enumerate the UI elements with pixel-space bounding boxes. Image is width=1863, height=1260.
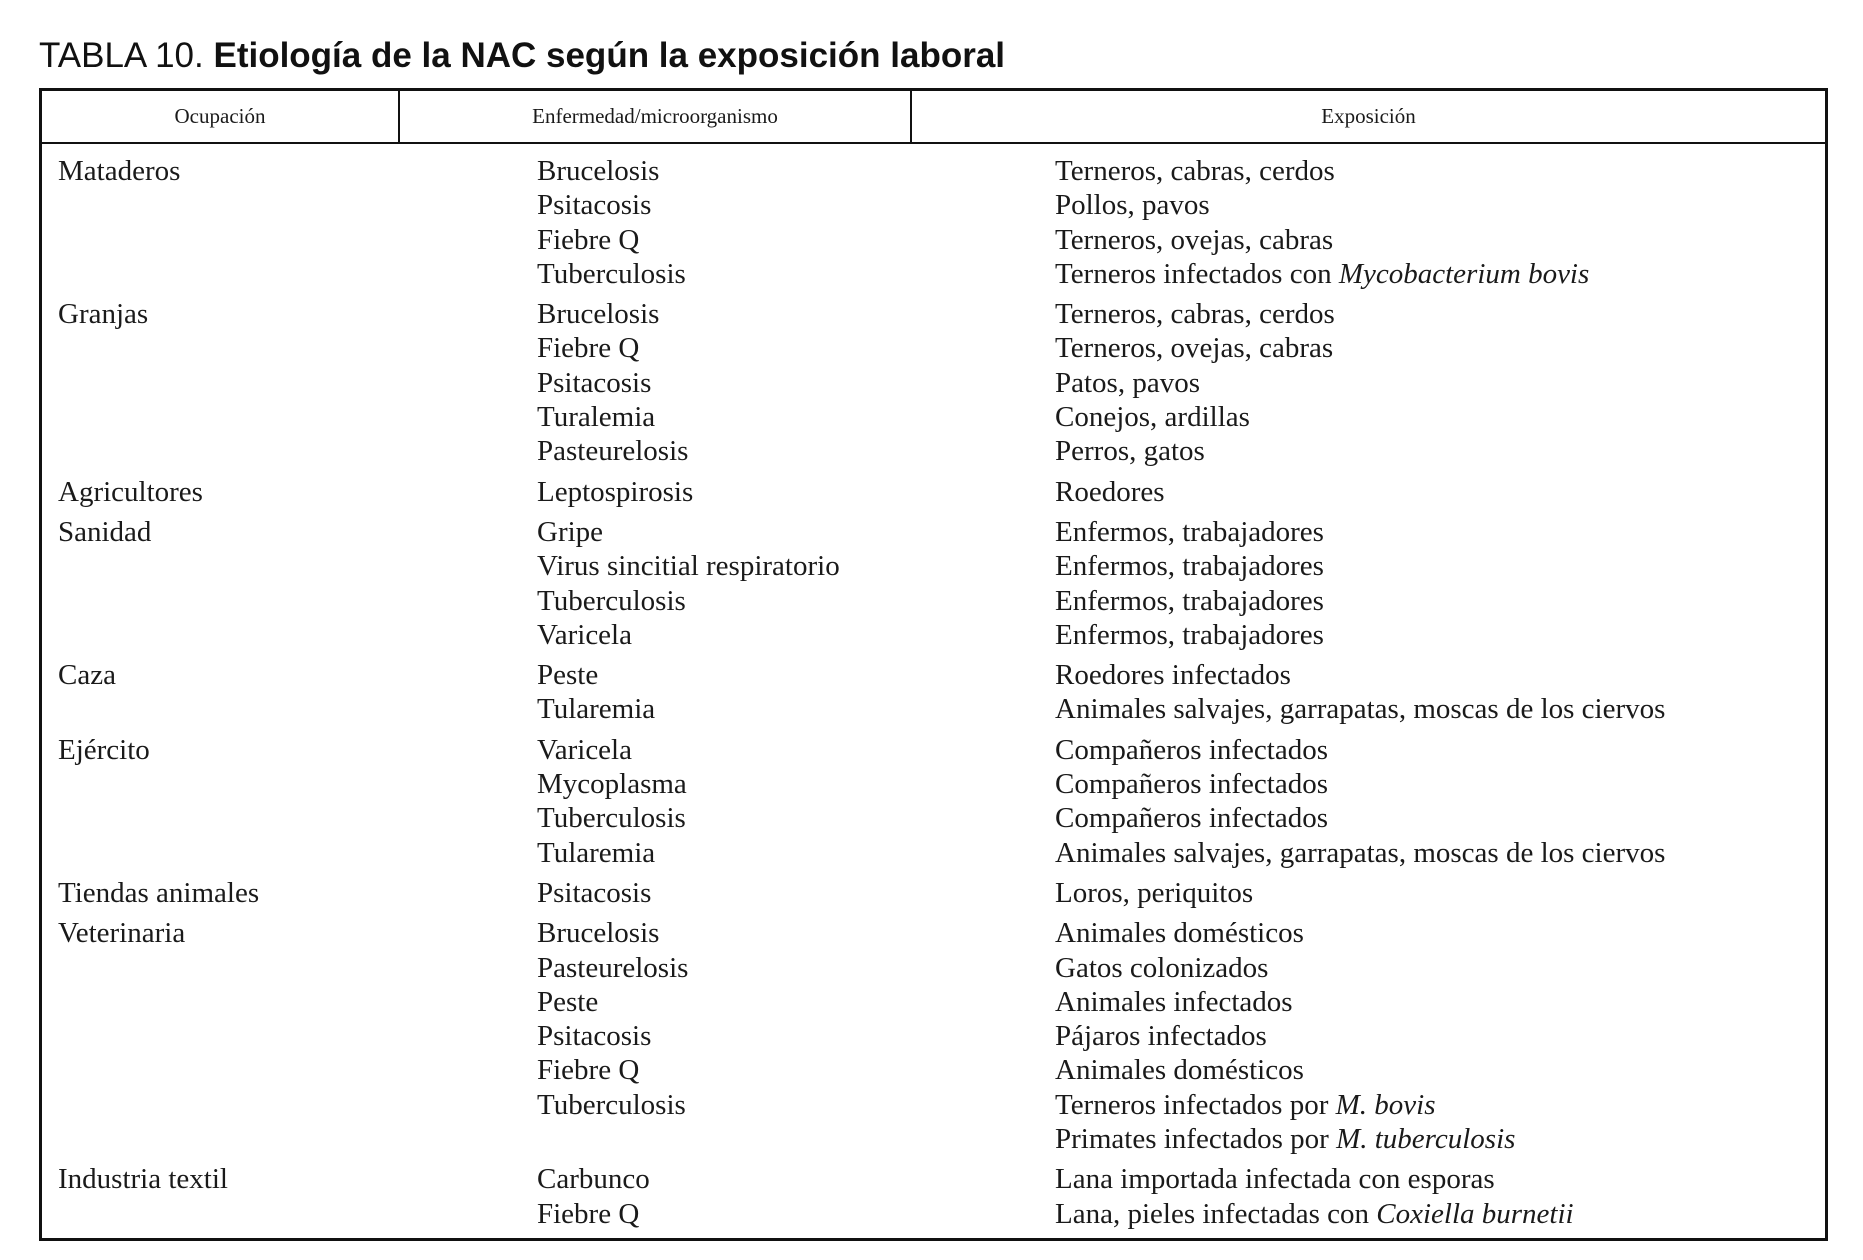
exposure-text: Compañeros infectados — [1055, 802, 1329, 835]
exposure-text: Loros, periquitos — [1055, 876, 1254, 909]
table-row — [42, 1162, 1825, 1196]
table-row — [42, 836, 1825, 870]
exposure-cell — [1055, 1088, 1436, 1122]
exposure-cell — [1055, 257, 1589, 291]
exposure-cell — [1055, 1122, 1515, 1156]
exposure-text: Gatos colonizados — [1055, 951, 1269, 984]
disease-cell: Fiebre Q — [537, 1197, 640, 1230]
disease-cell: Turalemia — [537, 401, 656, 434]
exposure-cell — [1055, 515, 1324, 549]
exposure-text: Primates infectados por — [1055, 1123, 1337, 1156]
table-title — [39, 34, 1005, 78]
table-caption: Etiología de la NAC según la exposición laboral — [213, 36, 1006, 75]
table-row — [42, 692, 1825, 726]
exposure-cell — [1055, 331, 1333, 365]
exposure-cell — [1055, 400, 1250, 434]
disease-cell: Peste — [537, 985, 599, 1018]
exposure-organism: M. bovis — [1335, 1088, 1436, 1121]
table-row — [42, 1019, 1825, 1053]
occupation-group — [42, 916, 1825, 1156]
exposure-cell — [1055, 951, 1268, 985]
exposure-cell — [1055, 584, 1324, 618]
exposure-text: Terneros, cabras, cerdos — [1055, 155, 1335, 187]
exposure-cell — [1055, 767, 1328, 801]
exposure-text: Compañeros infectados — [1055, 733, 1329, 766]
disease-cell: Psitacosis — [537, 189, 652, 222]
header-ocupacion: Ocupación — [174, 104, 266, 128]
exposure-text: Terneros infectados con — [1055, 257, 1339, 290]
occupation-group — [42, 658, 1825, 727]
occupation-cell: Ejército — [58, 733, 150, 766]
occupation-cell: Industria textil — [58, 1163, 228, 1196]
exposure-cell — [1055, 733, 1328, 767]
table-row — [42, 767, 1825, 801]
table-body — [42, 144, 1825, 1231]
disease-cell: Leptospirosis — [537, 475, 694, 508]
table-row — [42, 331, 1825, 365]
disease-cell: Gripe — [537, 515, 604, 548]
exposure-text: Conejos, ardillas — [1055, 401, 1250, 434]
exposure-cell — [1055, 223, 1333, 257]
disease-cell: Pasteurelosis — [537, 435, 689, 468]
table-row — [42, 658, 1825, 692]
table-row — [42, 515, 1825, 549]
disease-cell: Tuberculosis — [537, 257, 686, 290]
table-row — [42, 1122, 1825, 1156]
exposure-text: Lana, pieles infectadas con — [1055, 1197, 1377, 1230]
exposure-cell — [1055, 549, 1324, 583]
exposure-cell — [1055, 1162, 1495, 1196]
table-row — [42, 400, 1825, 434]
exposure-text: Animales salvajes, garrapatas, moscas de los ciervos — [1055, 836, 1666, 869]
occupation-cell: Mataderos — [58, 155, 181, 187]
disease-cell: Tuberculosis — [537, 802, 686, 835]
table-row — [42, 876, 1825, 910]
exposure-text: Enfermos, trabajadores — [1055, 550, 1324, 583]
table-row — [42, 733, 1825, 767]
disease-cell: Tuberculosis — [537, 584, 686, 617]
exposure-text: Animales salvajes, garrapatas, moscas de los ciervos — [1055, 693, 1666, 726]
disease-cell: Pasteurelosis — [537, 951, 689, 984]
table-number: TABLA 10. — [39, 36, 204, 75]
disease-cell: Varicela — [537, 618, 632, 651]
occupation-cell: Sanidad — [58, 515, 152, 548]
occupation-group — [42, 297, 1825, 468]
occupation-group — [42, 733, 1825, 870]
exposure-text: Patos, pavos — [1055, 366, 1200, 399]
disease-cell: Fiebre Q — [537, 223, 640, 256]
exposure-text: Animales domésticos — [1055, 917, 1304, 950]
table-row — [42, 154, 1825, 188]
exposure-organism: Coxiella burnetii — [1376, 1197, 1574, 1230]
header-enfermedad: Enfermedad/microorganismo — [532, 104, 778, 128]
exposure-cell — [1055, 801, 1328, 835]
table-row — [42, 1088, 1825, 1122]
disease-cell: Tularemia — [537, 693, 656, 726]
exposure-cell — [1055, 876, 1253, 910]
occupation-group — [42, 515, 1825, 652]
exposure-cell — [1055, 1197, 1574, 1231]
table-row — [42, 951, 1825, 985]
exposure-cell — [1055, 475, 1165, 509]
exposure-cell — [1055, 618, 1324, 652]
occupation-group — [42, 876, 1825, 910]
disease-cell: Psitacosis — [537, 1020, 652, 1053]
table-row — [42, 916, 1825, 950]
exposure-cell — [1055, 1053, 1304, 1087]
table-row — [42, 475, 1825, 509]
table-header-row — [42, 91, 1825, 144]
exposure-text: Pollos, pavos — [1055, 189, 1210, 222]
occupation-cell: Granjas — [58, 298, 149, 331]
exposure-text: Terneros infectados por — [1055, 1088, 1336, 1121]
occupation-cell: Veterinaria — [58, 917, 186, 950]
exposure-text: Roedores — [1055, 475, 1165, 508]
exposure-cell — [1055, 366, 1200, 400]
exposure-cell — [1055, 297, 1335, 331]
exposure-text: Enfermos, trabajadores — [1055, 515, 1324, 548]
exposure-cell — [1055, 916, 1304, 950]
disease-cell: Varicela — [537, 733, 632, 766]
disease-cell: Virus sincitial respiratorio — [537, 550, 840, 583]
occupation-group — [42, 1162, 1825, 1231]
exposure-text: Animales domésticos — [1055, 1054, 1304, 1087]
exposure-text: Animales infectados — [1055, 985, 1293, 1018]
disease-cell: Psitacosis — [537, 876, 652, 909]
occupation-cell: Tiendas animales — [58, 876, 260, 909]
disease-cell: Carbunco — [537, 1163, 650, 1196]
table-row — [42, 584, 1825, 618]
table-row — [42, 297, 1825, 331]
exposure-cell — [1055, 692, 1665, 726]
exposure-cell — [1055, 188, 1210, 222]
exposure-text: Compañeros infectados — [1055, 768, 1329, 801]
exposure-organism: Mycobacterium bovis — [1338, 257, 1590, 290]
exposure-cell — [1055, 434, 1205, 468]
table-row — [42, 549, 1825, 583]
table-row — [42, 1053, 1825, 1087]
table-row — [42, 257, 1825, 291]
disease-cell: Brucelosis — [537, 298, 660, 331]
exposure-cell — [1055, 1019, 1267, 1053]
exposure-text: Enfermos, trabajadores — [1055, 618, 1324, 651]
disease-cell: Brucelosis — [537, 917, 660, 950]
exposure-text: Roedores infectados — [1055, 659, 1291, 692]
disease-cell: Tuberculosis — [537, 1088, 686, 1121]
header-exposicion: Exposición — [1321, 104, 1416, 128]
exposure-cell — [1055, 154, 1335, 188]
disease-cell: Peste — [537, 659, 599, 692]
table-row — [42, 618, 1825, 652]
exposure-text: Terneros, ovejas, cabras — [1055, 332, 1334, 365]
disease-cell: Fiebre Q — [537, 1054, 640, 1087]
exposure-cell — [1055, 985, 1293, 1019]
disease-cell: Psitacosis — [537, 366, 652, 399]
table-row — [42, 985, 1825, 1019]
exposure-text: Terneros, ovejas, cabras — [1055, 223, 1334, 256]
table-row — [42, 188, 1825, 222]
exposure-cell — [1055, 836, 1665, 870]
exposure-organism: M. tuberculosis — [1336, 1123, 1516, 1156]
occupation-group — [42, 154, 1825, 291]
exposure-cell — [1055, 658, 1291, 692]
table-row — [42, 1197, 1825, 1231]
disease-cell: Mycoplasma — [537, 768, 687, 801]
disease-cell: Fiebre Q — [537, 332, 640, 365]
table-row — [42, 434, 1825, 468]
occupation-cell: Agricultores — [58, 475, 203, 508]
disease-cell: Tularemia — [537, 836, 656, 869]
occupation-cell: Caza — [58, 659, 116, 692]
table-row — [42, 223, 1825, 257]
exposure-text: Terneros, cabras, cerdos — [1055, 298, 1335, 331]
disease-cell: Brucelosis — [537, 155, 660, 187]
etiology-table — [39, 88, 1828, 1241]
exposure-text: Lana importada infectada con esporas — [1055, 1163, 1495, 1196]
exposure-text: Pájaros infectados — [1055, 1020, 1267, 1053]
exposure-text: Enfermos, trabajadores — [1055, 584, 1324, 617]
occupation-group — [42, 475, 1825, 509]
table-row — [42, 801, 1825, 835]
table-row — [42, 366, 1825, 400]
exposure-text: Perros, gatos — [1055, 435, 1205, 468]
